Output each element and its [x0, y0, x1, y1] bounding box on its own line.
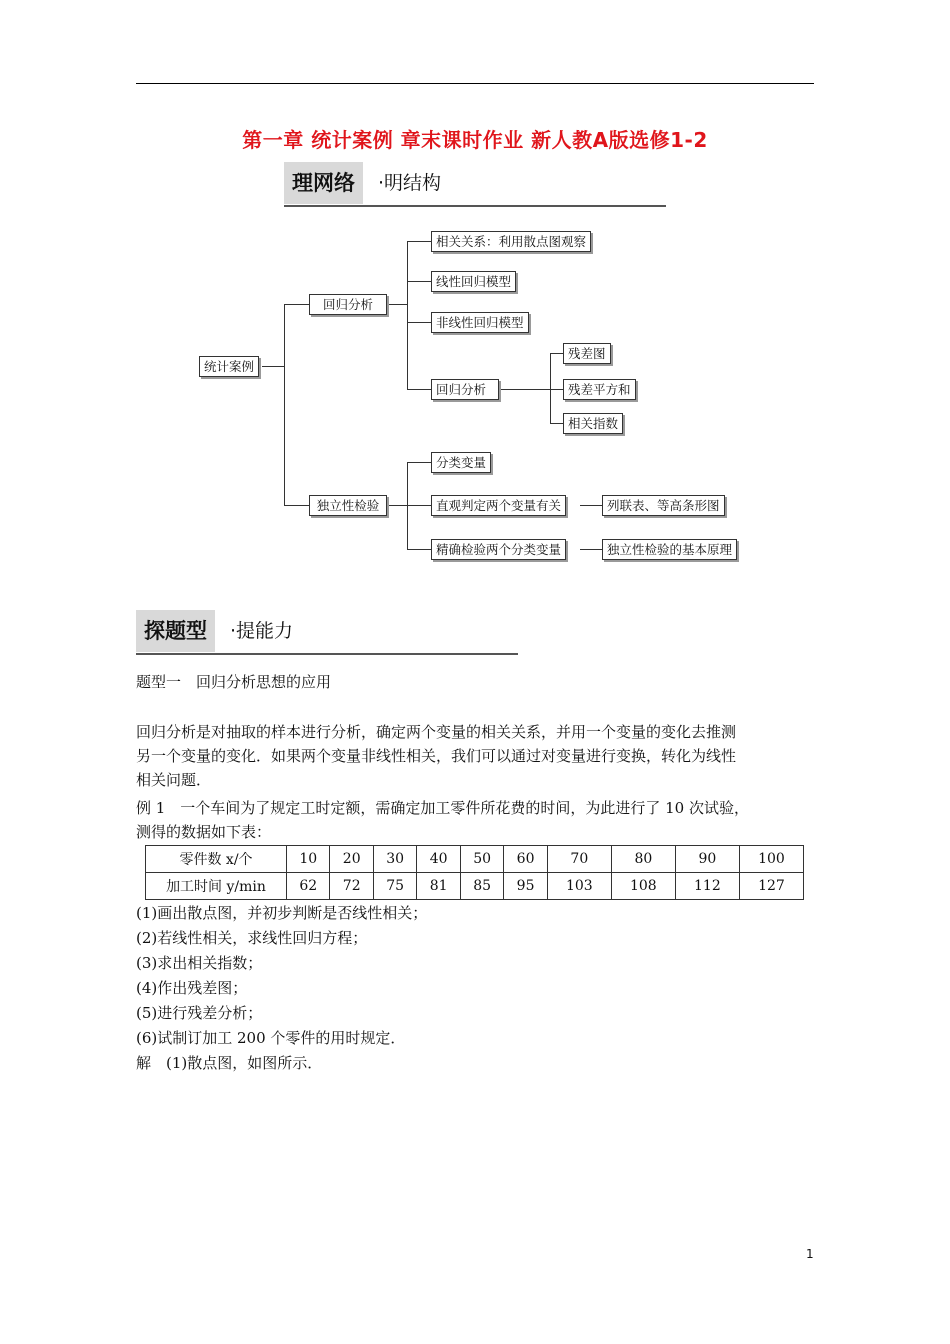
example-paragraph	[136, 796, 816, 844]
section-underline	[284, 205, 666, 207]
intro-line: 另一个变量的变化．如果两个变量非线性相关，我们可以通过对变量进行变换，转化为线性	[136, 747, 737, 765]
table-cell: 40	[417, 846, 460, 873]
connector	[550, 423, 563, 424]
table-cell: 20	[330, 846, 373, 873]
table-cell: 50	[460, 846, 503, 873]
node-r-child1: 相关关系：利用散点图观察	[431, 231, 591, 252]
table-cell: 127	[739, 873, 803, 900]
row-label: 零件数 x/个	[146, 846, 287, 873]
table-cell: 60	[504, 846, 547, 873]
table-cell: 30	[373, 846, 416, 873]
node-r-child2: 线性回归模型	[431, 271, 516, 292]
connector	[407, 241, 408, 389]
table-cell: 95	[504, 873, 547, 900]
question-4: (4)作出残差图；	[136, 979, 248, 997]
table-cell: 70	[547, 846, 611, 873]
section-sub: ·明结构	[378, 172, 442, 194]
connector	[385, 505, 407, 506]
node-r-child4: 回归分析	[431, 379, 499, 400]
question-1: (1)画出散点图，并初步判断是否线性相关；	[136, 904, 428, 922]
connector	[580, 505, 602, 506]
connector	[407, 241, 431, 242]
table-cell: 85	[460, 873, 503, 900]
intro-line: 相关问题．	[136, 771, 212, 789]
node-i-leaf3: 独立性检验的基本原理	[602, 539, 737, 560]
table-cell: 72	[330, 873, 373, 900]
table-cell: 90	[675, 846, 739, 873]
section-sub: ·提能力	[230, 620, 294, 642]
node-r-leaf3: 相关指数	[563, 413, 623, 434]
section-header-practice	[136, 610, 518, 654]
node-r-leaf1: 残差图	[563, 343, 611, 364]
solution-line: 解 (1)散点图，如图所示．	[136, 1054, 323, 1072]
table-row	[146, 846, 804, 873]
connector	[284, 505, 309, 506]
table-cell: 81	[417, 873, 460, 900]
example-line: 例 1 一个车间为了规定工时定额，需确定加工零件所花费的时间，为此进行了 10 次试验，	[136, 799, 749, 817]
table-cell: 112	[675, 873, 739, 900]
table-cell: 108	[611, 873, 675, 900]
connector	[407, 462, 431, 463]
connector	[407, 281, 431, 282]
table-cell: 75	[373, 873, 416, 900]
connector	[580, 549, 602, 550]
section-label: 探题型	[136, 610, 215, 652]
page-number: 1	[806, 1247, 814, 1261]
topic-heading: 题型一 回归分析思想的应用	[136, 673, 332, 691]
connector	[498, 389, 550, 390]
section-header-structure	[284, 162, 666, 206]
intro-line: 回归分析是对抽取的样本进行分析，确定两个变量的相关关系，并用一个变量的变化去推测	[136, 723, 737, 741]
section-label: 理网络	[284, 162, 363, 204]
node-i-leaf2: 列联表、等高条形图	[602, 495, 725, 516]
header-rule	[136, 83, 814, 84]
connector	[407, 389, 431, 390]
document-title: 第一章 统计案例 章末课时作业 新人教A版选修1-2	[242, 128, 708, 152]
node-root: 统计案例	[199, 356, 259, 377]
row-label: 加工时间 y/min	[146, 873, 287, 900]
table-cell: 62	[287, 873, 330, 900]
question-2: (2)若线性相关，求线性回归方程；	[136, 929, 368, 947]
connector	[385, 304, 407, 305]
question-5: (5)进行残差分析；	[136, 1004, 263, 1022]
table-cell: 10	[287, 846, 330, 873]
table-cell: 80	[611, 846, 675, 873]
table-cell: 103	[547, 873, 611, 900]
connector	[407, 505, 431, 506]
intro-paragraph	[136, 720, 816, 792]
question-3: (3)求出相关指数；	[136, 954, 263, 972]
node-r-child3: 非线性回归模型	[431, 312, 529, 333]
table-cell: 100	[739, 846, 803, 873]
connector	[550, 353, 551, 423]
node-independence: 独立性检验	[309, 495, 387, 516]
question-6: (6)试制订加工 200 个零件的用时规定．	[136, 1029, 406, 1047]
node-r-leaf2: 残差平方和	[563, 379, 636, 400]
node-i-child1: 分类变量	[431, 452, 491, 473]
node-i-child2: 直观判定两个变量有关	[431, 495, 566, 516]
section-underline	[136, 653, 518, 655]
table-row	[146, 873, 804, 900]
connector	[407, 322, 431, 323]
example-line: 测得的数据如下表：	[136, 823, 272, 841]
node-i-child3: 精确检验两个分类变量	[431, 539, 566, 560]
node-regression: 回归分析	[309, 294, 387, 315]
connector	[550, 389, 563, 390]
connector	[550, 353, 563, 354]
connector	[407, 549, 431, 550]
data-table	[145, 845, 804, 900]
connector	[284, 304, 309, 305]
connector	[262, 366, 284, 367]
connector	[284, 304, 285, 505]
